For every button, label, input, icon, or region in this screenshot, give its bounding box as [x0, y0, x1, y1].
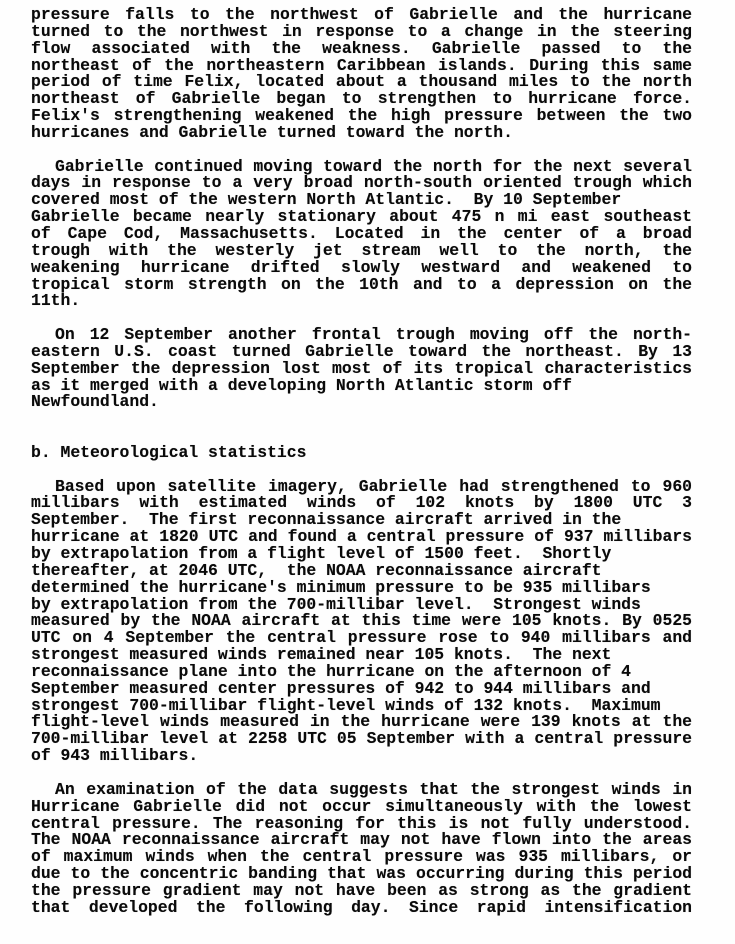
text-line: by extrapolation from the 700-millibar level. Strongest winds [31, 594, 641, 614]
text-line: central pressure. The reasoning for this is not fully understood. [31, 813, 692, 833]
text-line: Gabrielle continued moving toward the north for the next several [55, 156, 692, 176]
text-line: 11th. [31, 291, 81, 311]
text-line: trough with the westerly jet stream well to the north, the [31, 240, 692, 260]
section-heading: b. Meteorological statistics [31, 442, 307, 462]
text-line: strongest 700-millibar flight-level winds of 132 knots. Maximum [31, 695, 661, 715]
text-line: thereafter, at 2046 UTC, the NOAA reconnaissance aircraft [31, 560, 602, 580]
text-line: Hurricane Gabrielle did not occur simultaneously with the lowest [31, 796, 692, 816]
paragraph [31, 156, 692, 311]
text-line: of Cape Cod, Massachusetts. Located in the center of a broad [31, 223, 692, 243]
text-line: covered most of the western North Atlantic. By 10 September [31, 190, 622, 210]
text-line: The NOAA reconnaissance aircraft may not have flown into the areas [31, 830, 692, 850]
text-line: northeast of the northeastern Caribbean islands. During this same [31, 55, 692, 75]
text-line: determined the hurricane's minimum pressure to be 935 millibars [31, 577, 651, 597]
paragraph [31, 7, 692, 142]
paragraph [31, 779, 692, 917]
text-line: September. The first reconnaissance aircraft arrived in the [31, 510, 622, 530]
text-line: turned to the northwest in response to a change in the steering [31, 21, 692, 41]
paragraph [31, 476, 692, 766]
text-line: Newfoundland. [31, 392, 159, 412]
text-line: pressure falls to the northwest of Gabrielle and the hurricane [31, 5, 692, 24]
text-line: strongest measured winds remained near 105 knots. The next [31, 645, 612, 665]
text-line: of 943 millibars. [31, 746, 199, 766]
text-line: weakening hurricane drifted slowly westward and weakened to [31, 257, 692, 277]
text-line: Gabrielle became nearly stationary about 475 n mi east southeast [31, 207, 692, 227]
text-line: flight-level winds measured in the hurricane were 139 knots at the [31, 712, 692, 732]
text-line: that developed the following day. Since rapid intensification [31, 897, 692, 917]
text-line: hurricane at 1820 UTC and found a central pressure of 937 millibars [31, 527, 692, 547]
text-line: as it merged with a developing North Atlantic storm off [31, 375, 572, 395]
text-line: September the depression lost most of its tropical characteristics [31, 358, 692, 378]
text-line: of maximum winds when the central pressure was 935 millibars, or [31, 847, 692, 867]
text-line: Based upon satellite imagery, Gabrielle had strengthened to 960 [55, 476, 692, 496]
text-column [31, 7, 692, 917]
text-line: Felix's strengthening weakened the high pressure between the two [31, 106, 692, 126]
text-line: flow associated with the weakness. Gabrielle passed to the [31, 38, 692, 58]
text-line: millibars with estimated winds of 102 knots by 1800 UTC 3 [31, 493, 692, 513]
text-line: hurricanes and Gabrielle turned toward the north. [31, 122, 513, 142]
text-line: due to the concentric banding that was occurring during this period [31, 864, 692, 884]
text-line: September measured center pressures of 942 to 944 millibars and [31, 678, 651, 698]
text-line: by extrapolation from a flight level of 1500 feet. Shortly [31, 544, 612, 563]
text-line: eastern U.S. coast turned Gabrielle toward the northeast. By 13 [31, 341, 692, 361]
text-line: period of time Felix, located about a thousand miles to the north [31, 72, 692, 92]
text-line: UTC on 4 September the central pressure rose to 940 millibars and [31, 628, 692, 648]
text-line: the pressure gradient may not have been as strong as the gradient [31, 880, 692, 900]
text-line: northeast of Gabrielle began to strengthen to hurricane force. [31, 89, 692, 109]
text-line: tropical storm strength on the 10th and to a depression on the [31, 274, 692, 294]
text-line: An examination of the data suggests that the strongest winds in [55, 779, 692, 799]
paragraph [31, 327, 692, 411]
text-line: 700-millibar level at 2258 UTC 05 September with a central pressure [31, 729, 692, 749]
text-line: On 12 September another frontal trough moving off the north- [55, 325, 692, 345]
text-line: measured by the NOAA aircraft at this time were 105 knots. By 0525 [31, 611, 692, 631]
text-line: reconnaissance plane into the hurricane on the afternoon of 4 [31, 661, 631, 681]
text-line: days in response to a very broad north-south oriented trough which [31, 173, 692, 193]
